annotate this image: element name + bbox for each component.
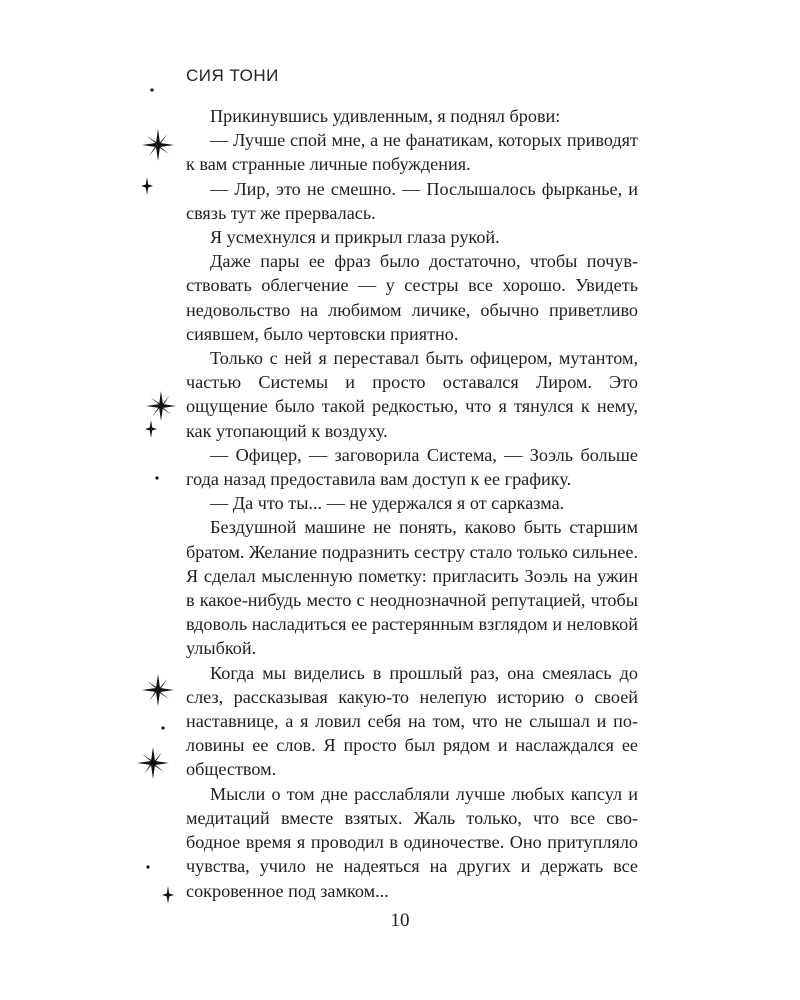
paragraph: Прикинувшись удивленным, я поднял брови: (210, 106, 561, 126)
paragraph: — Лучше спой мне, а не фанатикам, которых приводят к вам странные личные побуждения. (186, 130, 638, 175)
paragraph: — Лир, это не смешно. — Послышалось фырканье, и связь тут же прервалась. (186, 178, 638, 223)
sparkle-icon (141, 673, 175, 707)
page-number: 10 (390, 910, 410, 931)
paragraph: — Да что ты... — не удержался я от сарказма. (210, 493, 565, 514)
paragraph: Бездушной машине не понять, каково быть старшим братом. Желание подразнить сестру стало только сильнее. Я сделал мысленную пометку: пригласить Зоэль на ужин в какое-нибудь место с неоднозначной репутацией, чтобы вдоволь насладиться ее растерянным взглядом и неловкой улыбкой. (186, 517, 638, 659)
paragraph: Когда мы виделись в прошлый раз, она смеялась до слез, рассказывая какую-то нелепую историю о своей наставнице, а я ловил себя на том, что не слышал и половины ее слов. Я просто был рядом и наслаждался ее обществом. (186, 662, 638, 780)
dot-icon (149, 87, 155, 93)
paragraph: Даже пары ее фраз было достаточно, чтобы почувствовать облегчение — у сестры все хорошо. Увидеть недовольство на любимом личике, обычно приветливо сиявшем, было чертовски приятно. (186, 251, 638, 344)
dot-icon (145, 864, 151, 870)
paragraph: Я усмехнулся и прикрыл глаза рукой. (210, 227, 500, 248)
running-title: СИЯ ТОНИ (186, 66, 279, 85)
sparkle-icon (141, 128, 175, 162)
paragraph: — Офицер, — заговорила Система, — Зоэль больше года назад предоставила вам доступ к ее графику. (186, 444, 638, 490)
small-star-icon (162, 886, 174, 904)
body-text (186, 104, 638, 903)
paragraph: Только с ней я переставал быть офицером, мутантом, частью Системы и просто оставался Лиром. Это ощущение было такой редкостью, что я тянулся к нему, как утопающий к воздуху. (186, 348, 638, 441)
dot-icon (160, 725, 166, 731)
dot-icon (154, 475, 160, 481)
sparkle-icon (136, 746, 170, 780)
sparkle-icon (145, 390, 177, 422)
paragraph: Мысли о том дне расслабляли лучше любых капсул и медитаций вместе взятых. Жаль только, что все свободное время я проводил в одиночестве. Оно притупляло чувства, учило не надеяться на других и держать все сокровенное под замком... (186, 783, 638, 901)
small-star-icon (145, 420, 157, 438)
small-star-icon (141, 177, 153, 195)
